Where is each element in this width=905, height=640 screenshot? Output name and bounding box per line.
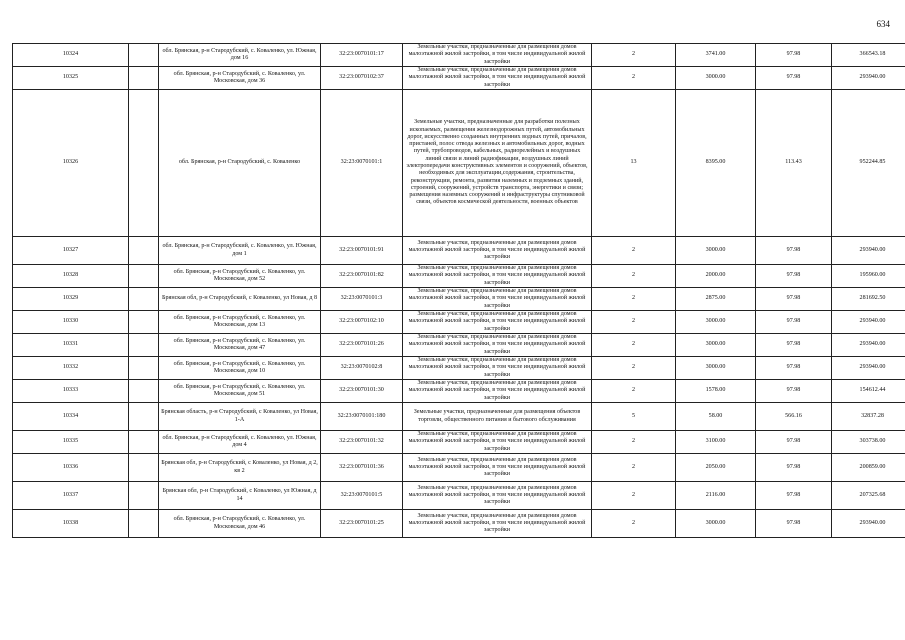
spacer-cell [129, 311, 159, 334]
record-number-cell: 10325 [13, 67, 129, 90]
spacer-cell [129, 90, 159, 237]
use-group-cell: 2 [592, 67, 676, 90]
permitted-use-cell: Земельные участки, предназначенные для размещения домов малоэтажной жилой застройки, в том числе индивидуальной жилой застройки [403, 237, 592, 265]
table-row [13, 357, 905, 380]
cadastral-value-cell: 207325.68 [832, 482, 905, 510]
record-number-cell: 10336 [13, 454, 129, 482]
address-cell: Брянская обл, р-н Стародубский, с Коваленко, ул Южная, д 14 [159, 482, 321, 510]
address-cell: обл. Брянская, р-н Стародубский, с. Коваленко, ул. Южная, дом 4 [159, 431, 321, 454]
cadastral-number-cell: 32:23:0070102:37 [321, 67, 403, 90]
address-cell: обл. Брянская, р-н Стародубский, с. Коваленко, ул. Московская, дом 52 [159, 265, 321, 288]
specific-value-cell: 97.98 [756, 482, 832, 510]
address-cell: обл. Брянская, р-н Стародубский, с. Коваленко, ул. Московская, дом 51 [159, 380, 321, 403]
record-number-cell: 10324 [13, 44, 129, 67]
permitted-use-cell: Земельные участки, предназначенные для размещения домов малоэтажной жилой застройки, в том числе индивидуальной жилой застройки [403, 431, 592, 454]
record-number-cell: 10333 [13, 380, 129, 403]
cadastral-value-cell: 195960.00 [832, 265, 905, 288]
spacer-cell [129, 44, 159, 67]
table-row [13, 482, 905, 510]
permitted-use-cell: Земельные участки, предназначенные для размещения домов малоэтажной жилой застройки, в том числе индивидуальной жилой застройки [403, 482, 592, 510]
area-cell: 3100.00 [676, 431, 756, 454]
cadastral-number-cell: 32:23:0070101:36 [321, 454, 403, 482]
spacer-cell [129, 265, 159, 288]
spacer-cell [129, 237, 159, 265]
cadastral-number-cell: 32:23:0070102:8 [321, 357, 403, 380]
land-registry-table [12, 43, 905, 538]
specific-value-cell: 97.98 [756, 380, 832, 403]
table-row [13, 265, 905, 288]
permitted-use-cell: Земельные участки, предназначенные для размещения домов малоэтажной жилой застройки, в том числе индивидуальной жилой застройки [403, 288, 592, 311]
use-group-cell: 2 [592, 380, 676, 403]
record-number-cell: 10338 [13, 510, 129, 538]
cadastral-value-cell: 303738.00 [832, 431, 905, 454]
specific-value-cell: 97.98 [756, 510, 832, 538]
permitted-use-cell: Земельные участки, предназначенные для размещения домов малоэтажной жилой застройки, в том числе индивидуальной жилой застройки [403, 454, 592, 482]
spacer-cell [129, 510, 159, 538]
cadastral-number-cell: 32:23:0070101:32 [321, 431, 403, 454]
use-group-cell: 13 [592, 90, 676, 237]
permitted-use-cell: Земельные участки, предназначенные для размещения домов малоэтажной жилой застройки, в том числе индивидуальной жилой застройки [403, 510, 592, 538]
area-cell: 3000.00 [676, 67, 756, 90]
cadastral-number-cell: 32:23:0070101:25 [321, 510, 403, 538]
table-row [13, 288, 905, 311]
record-number-cell: 10335 [13, 431, 129, 454]
cadastral-value-cell: 154612.44 [832, 380, 905, 403]
specific-value-cell: 97.98 [756, 67, 832, 90]
area-cell: 3000.00 [676, 334, 756, 357]
permitted-use-cell: Земельные участки, предназначенные для размещения объектов торговли, общественного питания и бытового обслуживания [403, 403, 592, 431]
spacer-cell [129, 431, 159, 454]
table-row [13, 403, 905, 431]
use-group-cell: 2 [592, 334, 676, 357]
use-group-cell: 2 [592, 311, 676, 334]
cadastral-value-cell: 952244.85 [832, 90, 905, 237]
use-group-cell: 2 [592, 482, 676, 510]
specific-value-cell: 97.98 [756, 334, 832, 357]
area-cell: 3741.00 [676, 44, 756, 67]
specific-value-cell: 97.98 [756, 265, 832, 288]
cadastral-number-cell: 32:23:0070101:3 [321, 288, 403, 311]
cadastral-number-cell: 32:23:0070102:10 [321, 311, 403, 334]
use-group-cell: 2 [592, 454, 676, 482]
specific-value-cell: 97.98 [756, 311, 832, 334]
use-group-cell: 5 [592, 403, 676, 431]
specific-value-cell: 97.98 [756, 454, 832, 482]
record-number-cell: 10329 [13, 288, 129, 311]
record-number-cell: 10332 [13, 357, 129, 380]
permitted-use-cell: Земельные участки, предназначенные для размещения домов малоэтажной жилой застройки, в том числе индивидуальной жилой застройки [403, 311, 592, 334]
area-cell: 8395.00 [676, 90, 756, 237]
table-row [13, 380, 905, 403]
page-number: 634 [876, 19, 890, 29]
address-cell: Брянская область, р-н Стародубский, с Коваленко, ул Новая, 1-А [159, 403, 321, 431]
record-number-cell: 10330 [13, 311, 129, 334]
address-cell: обл. Брянская, р-н Стародубский, с. Коваленко, ул. Московская, дом 46 [159, 510, 321, 538]
cadastral-number-cell: 32:23:0070101:180 [321, 403, 403, 431]
spacer-cell [129, 334, 159, 357]
record-number-cell: 10331 [13, 334, 129, 357]
address-cell: обл. Брянская, р-н Стародубский, с. Коваленко, ул. Московская, дом 10 [159, 357, 321, 380]
area-cell: 3000.00 [676, 237, 756, 265]
specific-value-cell: 97.98 [756, 44, 832, 67]
permitted-use-cell: Земельные участки, предназначенные для размещения домов малоэтажной жилой застройки, в том числе индивидуальной жилой застройки [403, 380, 592, 403]
cadastral-value-cell: 293940.00 [832, 237, 905, 265]
table-row [13, 454, 905, 482]
cadastral-value-cell: 293940.00 [832, 357, 905, 380]
spacer-cell [129, 67, 159, 90]
permitted-use-cell: Земельные участки, предназначенные для размещения домов малоэтажной жилой застройки, в том числе индивидуальной жилой застройки [403, 265, 592, 288]
specific-value-cell: 97.98 [756, 237, 832, 265]
spacer-cell [129, 454, 159, 482]
cadastral-number-cell: 32:23:0070101:30 [321, 380, 403, 403]
cadastral-number-cell: 32:23:0070101:26 [321, 334, 403, 357]
table-row [13, 90, 905, 237]
spacer-cell [129, 380, 159, 403]
area-cell: 2875.00 [676, 288, 756, 311]
spacer-cell [129, 357, 159, 380]
area-cell: 2000.00 [676, 265, 756, 288]
use-group-cell: 2 [592, 44, 676, 67]
specific-value-cell: 566.16 [756, 403, 832, 431]
permitted-use-cell: Земельные участки, предназначенные для размещения домов малоэтажной жилой застройки, в том числе индивидуальной жилой застройки [403, 44, 592, 67]
permitted-use-cell: Земельные участки, предназначенные для разработки полезных ископаемых, размещения железнодорожных путей, автомобильных дорог, искусственно созданных внутренних водных путей, причалов, пристаней, полос отвода железных и автомобильных дорог, водных путей, трубопроводов, кабельных, радиорелейных и воздушных линий связи и линий радиофикации, воздушных линий электропередачи конструктивных элементов и сооружений, объектов, необходимых для эксплуатации,содержания, строительства, реконструкции, ремонта, развития наземных и подземных зданий, строений, сооружений, устройств транспорта, энергетики и связи; размещения наземных сооружений и инфраструктуры спутниковой связи, объектов космической деятельности, военных объектов [403, 90, 592, 237]
use-group-cell: 2 [592, 237, 676, 265]
cadastral-value-cell: 281692.50 [832, 288, 905, 311]
use-group-cell: 2 [592, 357, 676, 380]
spacer-cell [129, 403, 159, 431]
use-group-cell: 2 [592, 265, 676, 288]
cadastral-value-cell: 293940.00 [832, 311, 905, 334]
area-cell: 2116.00 [676, 482, 756, 510]
use-group-cell: 2 [592, 431, 676, 454]
cadastral-number-cell: 32:23:0070101:17 [321, 44, 403, 67]
address-cell: Брянская обл, р-н Стародубский, с Коваленко, ул Новая, д 2, кв 2 [159, 454, 321, 482]
cadastral-value-cell: 200859.00 [832, 454, 905, 482]
table-row [13, 67, 905, 90]
permitted-use-cell: Земельные участки, предназначенные для размещения домов малоэтажной жилой застройки, в том числе индивидуальной жилой застройки [403, 67, 592, 90]
use-group-cell: 2 [592, 288, 676, 311]
specific-value-cell: 97.98 [756, 288, 832, 311]
area-cell: 3000.00 [676, 510, 756, 538]
record-number-cell: 10334 [13, 403, 129, 431]
table-row [13, 44, 905, 67]
cadastral-value-cell: 32837.28 [832, 403, 905, 431]
specific-value-cell: 97.98 [756, 357, 832, 380]
spacer-cell [129, 288, 159, 311]
specific-value-cell: 113.43 [756, 90, 832, 237]
cadastral-value-cell: 293940.00 [832, 510, 905, 538]
specific-value-cell: 97.98 [756, 431, 832, 454]
cadastral-value-cell: 366543.18 [832, 44, 905, 67]
area-cell: 3000.00 [676, 311, 756, 334]
cadastral-number-cell: 32:23:0070101:1 [321, 90, 403, 237]
table-row [13, 431, 905, 454]
address-cell: обл. Брянская, р-н Стародубский, с. Коваленко, ул. Московская, дом 36 [159, 67, 321, 90]
area-cell: 58.00 [676, 403, 756, 431]
use-group-cell: 2 [592, 510, 676, 538]
address-cell: обл. Брянская, р-н Стародубский, с. Коваленко, ул. Южная, дом 16 [159, 44, 321, 67]
table-row [13, 311, 905, 334]
spacer-cell [129, 482, 159, 510]
area-cell: 1578.00 [676, 380, 756, 403]
table-row [13, 334, 905, 357]
record-number-cell: 10326 [13, 90, 129, 237]
address-cell: обл. Брянская, р-н Стародубский, с. Коваленко, ул. Московская, дом 13 [159, 311, 321, 334]
cadastral-value-cell: 293940.00 [832, 334, 905, 357]
cadastral-number-cell: 32:23:0070101:5 [321, 482, 403, 510]
area-cell: 3000.00 [676, 357, 756, 380]
record-number-cell: 10337 [13, 482, 129, 510]
cadastral-number-cell: 32:23:0070101:82 [321, 265, 403, 288]
cadastral-value-cell: 293940.00 [832, 67, 905, 90]
cadastral-number-cell: 32:23:0070101:91 [321, 237, 403, 265]
record-number-cell: 10327 [13, 237, 129, 265]
address-cell: обл. Брянская, р-н Стародубский, с. Коваленко [159, 90, 321, 237]
permitted-use-cell: Земельные участки, предназначенные для размещения домов малоэтажной жилой застройки, в том числе индивидуальной жилой застройки [403, 334, 592, 357]
table-row [13, 510, 905, 538]
address-cell: Брянская обл, р-н Стародубский, с Коваленко, ул Новая, д 8 [159, 288, 321, 311]
permitted-use-cell: Земельные участки, предназначенные для размещения домов малоэтажной жилой застройки, в том числе индивидуальной жилой застройки [403, 357, 592, 380]
table-row [13, 237, 905, 265]
address-cell: обл. Брянская, р-н Стародубский, с. Коваленко, ул. Московская, дом 47 [159, 334, 321, 357]
address-cell: обл. Брянская, р-н Стародубский, с. Коваленко, ул. Южная, дом 1 [159, 237, 321, 265]
area-cell: 2050.00 [676, 454, 756, 482]
record-number-cell: 10328 [13, 265, 129, 288]
